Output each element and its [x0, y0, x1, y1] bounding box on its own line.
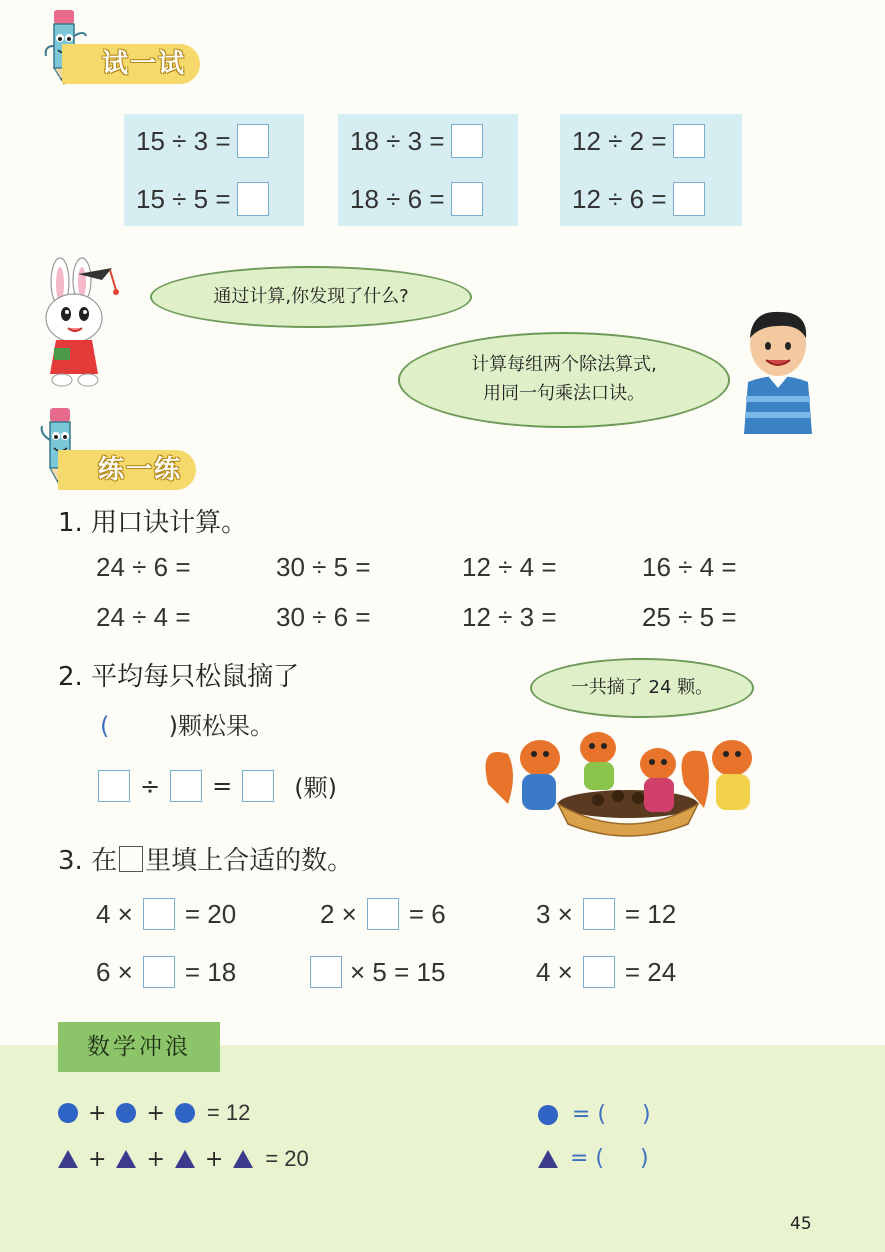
fill-box[interactable] — [583, 956, 615, 988]
try-section-title: 试一试 — [62, 44, 200, 84]
try-expr: 18 ÷ 6 = — [350, 183, 445, 214]
plus-sign: + — [146, 1100, 165, 1126]
circle-shape-icon — [175, 1103, 195, 1123]
plus-sign: + — [204, 1146, 224, 1172]
boy-speech-line-1: 计算每组两个除法算式, — [471, 354, 657, 376]
circle-shape-icon — [116, 1103, 136, 1123]
fill-box[interactable] — [143, 956, 175, 988]
q1-expr: 30 ÷ 5 = — [276, 552, 371, 582]
triangle-equation — [58, 1146, 309, 1172]
rabbit-speech-text: 通过计算,你发现了什么? — [213, 285, 409, 307]
fill-box[interactable] — [143, 898, 175, 930]
rabbit-speech-bubble — [150, 266, 472, 328]
try-group-3 — [560, 114, 742, 226]
fill-box[interactable] — [583, 898, 615, 930]
triangle-shape-icon — [233, 1150, 253, 1168]
circle-answer-close: ) — [642, 1102, 651, 1127]
q3-item — [536, 956, 676, 988]
q3-pre: 6 × — [96, 956, 133, 987]
q3-title-b: 里填上合适的数。 — [145, 846, 354, 876]
circle-eq-result: = 12 — [206, 1100, 251, 1125]
q3-pre: 4 × — [96, 898, 133, 929]
try-expr: 18 ÷ 3 = — [350, 125, 445, 156]
try-expr: 12 ÷ 6 = — [572, 183, 667, 214]
q2-title: 2. 平均每只松鼠摘了 — [58, 662, 300, 692]
q2-unit: (颗) — [294, 774, 337, 802]
q2-suffix: )颗松果。 — [168, 712, 275, 740]
q3-post: = 20 — [184, 898, 237, 929]
fill-box[interactable] — [310, 956, 342, 988]
answer-box[interactable] — [673, 182, 705, 216]
squirrels-illustration — [478, 724, 770, 842]
q3-title — [58, 840, 353, 877]
quotient-box[interactable] — [242, 770, 274, 802]
q1-expr: 12 ÷ 4 = — [462, 552, 557, 582]
q3-post: = 24 — [624, 956, 677, 987]
triangle-shape-icon — [58, 1150, 78, 1168]
q3-post: = 12 — [624, 898, 677, 929]
boy-speech-line-2: 用同一句乘法口诀。 — [482, 383, 645, 404]
triangle-shape-icon — [538, 1150, 558, 1168]
q3-title-a: 3. 在 — [58, 846, 118, 876]
try-expr: 15 ÷ 3 = — [136, 125, 231, 156]
open-paren: ( — [100, 712, 110, 740]
q3-pre: 2 × — [320, 898, 357, 929]
triangle-eq-result: = 20 — [265, 1146, 309, 1171]
squirrel-speech-bubble — [530, 658, 754, 718]
q3-item — [536, 898, 676, 930]
answer-box[interactable] — [451, 182, 483, 216]
q3-post: = 18 — [184, 956, 237, 987]
triangle-shape-icon — [175, 1150, 195, 1168]
math-surf-title: 数学冲浪 — [58, 1022, 220, 1072]
page-number: 45 — [790, 1214, 812, 1234]
boy-speech-bubble — [398, 332, 730, 428]
boy-character — [738, 306, 818, 438]
answer-box[interactable] — [237, 182, 269, 216]
fill-box[interactable] — [367, 898, 399, 930]
circle-shape-icon — [538, 1105, 558, 1125]
rabbit-character — [26, 256, 126, 392]
q3-item — [310, 956, 445, 988]
circle-equation — [58, 1100, 250, 1126]
triangle-answer-close: ) — [640, 1146, 649, 1171]
q3-pre: 3 × — [536, 898, 573, 929]
answer-box[interactable] — [237, 124, 269, 158]
circle-answer — [538, 1102, 651, 1127]
try-group-1 — [124, 114, 304, 226]
plus-sign: + — [146, 1146, 165, 1172]
divisor-box[interactable] — [170, 770, 202, 802]
triangle-answer-open: = ( — [570, 1146, 605, 1171]
q3-post: = 6 — [408, 898, 446, 929]
q2-answer-line — [100, 706, 274, 741]
q1-expr: 30 ÷ 6 = — [276, 602, 371, 632]
plus-sign: + — [88, 1100, 107, 1126]
circle-answer-open: = ( — [572, 1102, 607, 1127]
try-expr: 12 ÷ 2 = — [572, 125, 667, 156]
q3-item — [320, 898, 446, 930]
q3-pre: 4 × — [536, 956, 573, 987]
q1-expr: 16 ÷ 4 = — [642, 552, 737, 582]
answer-box[interactable] — [451, 124, 483, 158]
q1-expr: 24 ÷ 4 = — [96, 602, 191, 632]
answer-box[interactable] — [673, 124, 705, 158]
eq-sign: = — [212, 771, 233, 800]
q3-item — [96, 956, 236, 988]
q1-expr: 12 ÷ 3 = — [462, 602, 557, 632]
try-expr: 15 ÷ 5 = — [136, 183, 231, 214]
plus-sign: + — [88, 1146, 107, 1172]
div-sign: ÷ — [140, 771, 161, 800]
circle-shape-icon — [58, 1103, 78, 1123]
dividend-box[interactable] — [98, 770, 130, 802]
triangle-answer — [538, 1146, 649, 1171]
triangle-shape-icon — [116, 1150, 136, 1168]
q3-box-icon — [119, 846, 143, 872]
q3-post: × 5 = 15 — [350, 956, 446, 987]
q1-title: 1. 用口诀计算。 — [58, 508, 248, 538]
q2-equation — [98, 768, 337, 803]
squirrel-speech-text: 一共摘了 24 颗。 — [570, 676, 714, 698]
q1-expr: 24 ÷ 6 = — [96, 552, 191, 582]
practice-section-title: 练一练 — [58, 450, 196, 490]
q3-item — [96, 898, 236, 930]
try-group-2 — [338, 114, 518, 226]
q1-expr: 25 ÷ 5 = — [642, 602, 737, 632]
